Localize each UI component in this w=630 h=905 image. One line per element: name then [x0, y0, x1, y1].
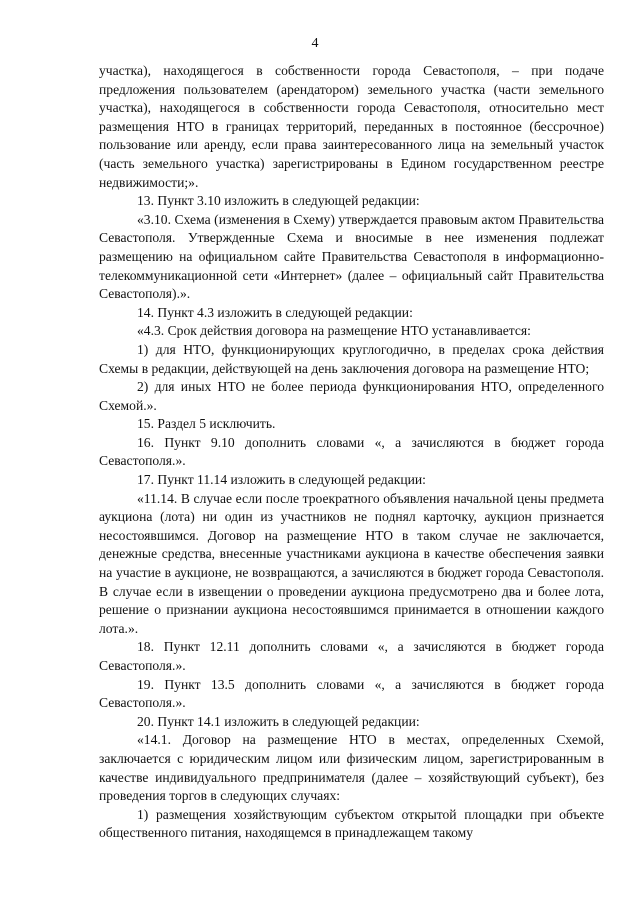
paragraph: 17. Пункт 11.14 изложить в следующей редакции: — [137, 472, 426, 488]
document-body — [99, 62, 604, 843]
paragraph: 20. Пункт 14.1 изложить в следующей редакции: — [137, 713, 420, 729]
paragraph: 1) для НТО, функционирующих круглогодично, в пределах срока действия Схемы в редакции, действующей на день заключения договора на размещение НТО; — [99, 341, 604, 376]
paragraph: 16. Пункт 9.10 дополнить словами «, а зачисляются в бюджет города Севастополя.». — [99, 434, 604, 469]
page-number: 4 — [311, 36, 319, 51]
paragraph: «4.3. Срок действия договора на размещение НТО устанавливается: — [137, 323, 531, 339]
paragraph: 19. Пункт 13.5 дополнить словами «, а зачисляются в бюджет города Севастополя.». — [99, 676, 604, 711]
paragraph: участка), находящегося в собственности города Севастополя, – при подаче предложения пользователем (арендатором) земельного участка (части земельного участка), находящегося в собственности города Севастополя, относительно мест размещения НТО в границах территорий, переданных в постоянное (бессрочное) пользование или аренду, если права заинтересованного лица на земельный участок (часть земельного участка) зарегистрированы в Едином государственном реестре недвижимости;». — [99, 63, 604, 190]
paragraph: 1) размещения хозяйствующим субъектом открытой площадки при объекте общественного питания, находящемся в принадлежащем такому — [99, 806, 604, 841]
paragraph: «11.14. В случае если после троекратного объявления начальной цены предмета аукциона (лота) ни один из участников не поднял карточку, аукцион признается несостоявшимся. Договор на размещение НТО в таком случае не заключается, денежные средства, внесенные участниками аукциона в качестве обеспечения заявки на участие в аукционе, не возвращаются, а зачисляются в бюджет города Севастополя. В случае если в извещении о проведении аукциона предусмотрено два и более лота, решение о признании аукциона несостоявшимся принимается в отношении каждого лота.». — [99, 490, 604, 636]
paragraph: 13. Пункт 3.10 изложить в следующей редакции: — [137, 193, 420, 209]
paragraph: 14. Пункт 4.3 изложить в следующей редакции: — [137, 304, 413, 320]
paragraph: 18. Пункт 12.11 дополнить словами «, а зачисляются в бюджет города Севастополя.». — [99, 639, 604, 673]
paragraph: «14.1. Договор на размещение НТО в местах, определенных Схемой, заключается с юридическим лицом или физическим лицом, зарегистрированным в качестве индивидуального предпринимателя (далее – хозяйствующий субъект), без проведения торгов в следующих случаях: — [99, 732, 604, 804]
paragraph: 15. Раздел 5 исключить. — [137, 416, 276, 432]
paragraph: 2) для иных НТО не более периода функционирования НТО, определенного Схемой.». — [99, 379, 604, 413]
paragraph: «3.10. Схема (изменения в Схему) утверждается правовым актом Правительства Севастополя. Утвержденные Схема и вносимые в нее изменения подлежат размещению на официальном сайте Правительства Севастополя в информационно-телекоммуникационной сети «Интернет» (далее – официальный сайт Правительства Севастополя).». — [99, 211, 604, 302]
